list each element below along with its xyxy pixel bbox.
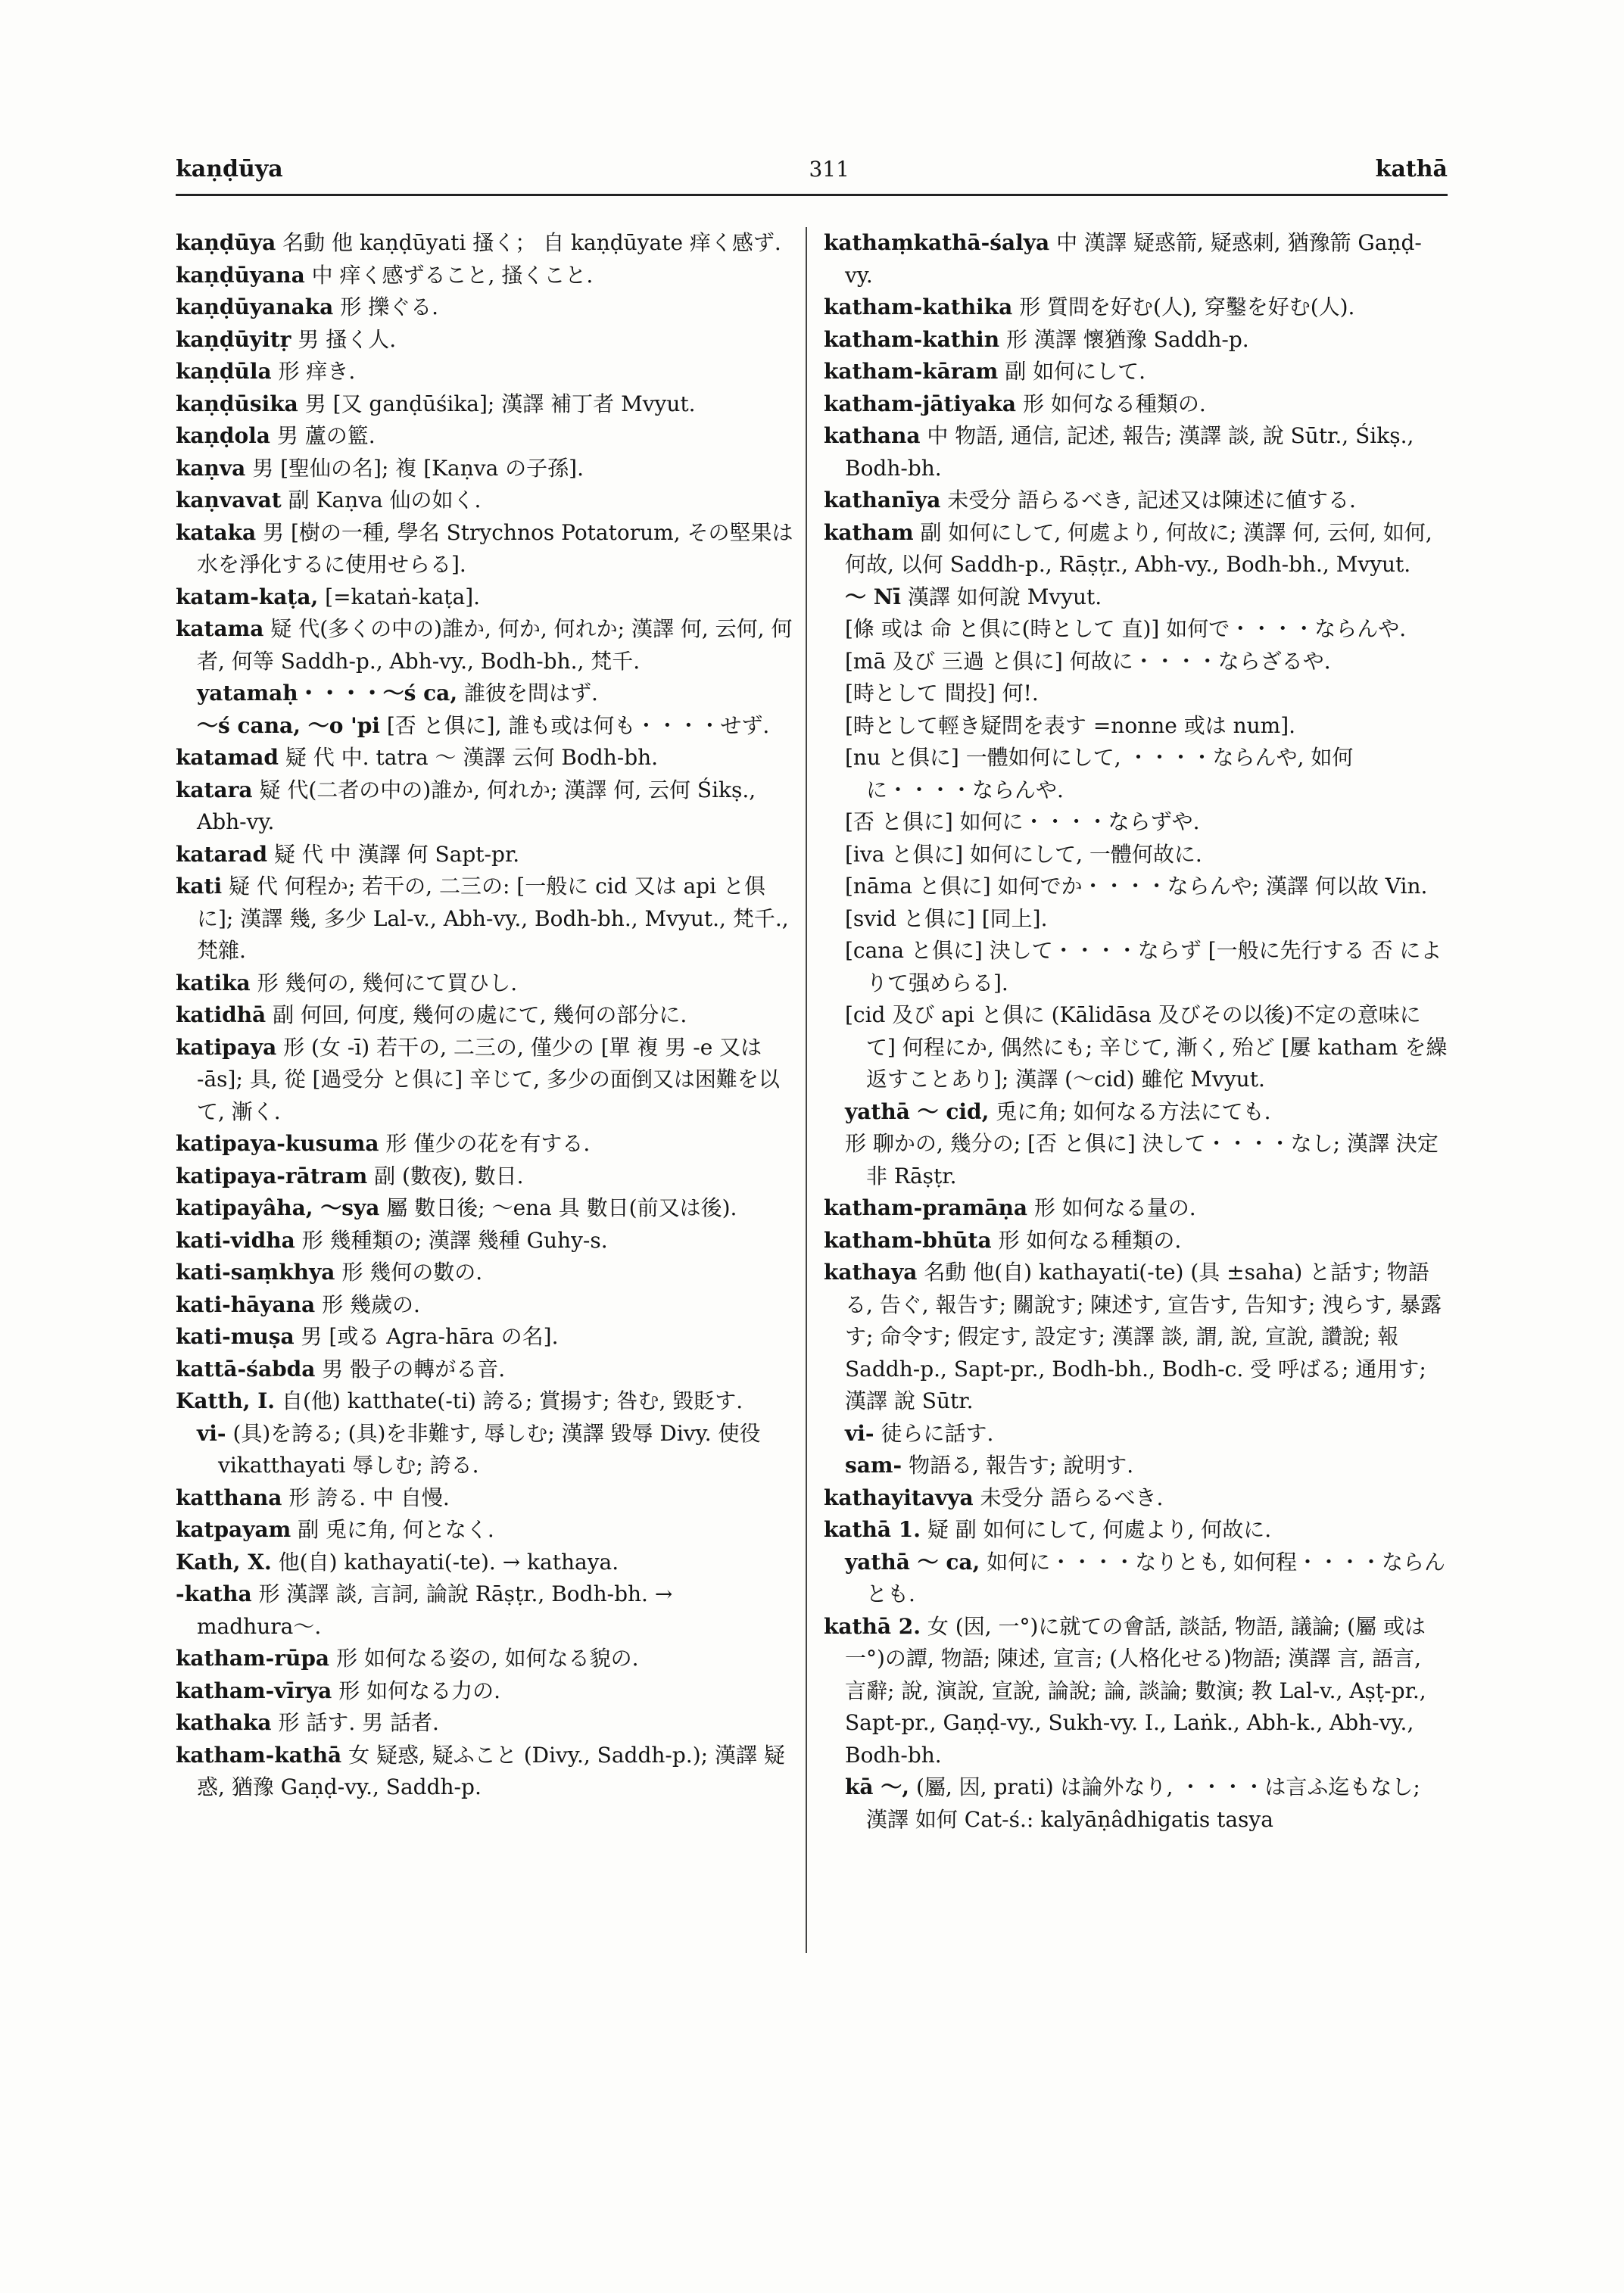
entry-headword: kattā-śabda bbox=[176, 1356, 316, 1382]
dictionary-entry bbox=[824, 903, 1448, 936]
dictionary-entry bbox=[176, 1514, 800, 1547]
dictionary-entry bbox=[176, 1289, 800, 1322]
dictionary-entry bbox=[176, 1578, 800, 1643]
header-left-headword: kaṇḍūya bbox=[176, 156, 283, 182]
dictionary-entry bbox=[824, 1225, 1448, 1257]
entry-definition: [svid と俱に] [同上]. bbox=[845, 905, 1048, 931]
dictionary-entry bbox=[824, 388, 1448, 421]
entry-definition: 男 蘆の籃. bbox=[276, 423, 376, 448]
entry-headword: kathaka bbox=[176, 1710, 272, 1735]
entry-headword: katipaya-kusuma bbox=[176, 1131, 379, 1156]
entry-definition: 疑 代(二者の中の)誰か, 何れか; 漢譯 何, 云何 Śikṣ., Abh-vy. bbox=[197, 777, 756, 834]
dictionary-entry bbox=[824, 1482, 1448, 1515]
entry-definition: 如何に・・・・なりとも, 如何程・・・・ならんとも. bbox=[866, 1549, 1446, 1606]
dictionary-entry bbox=[824, 710, 1448, 743]
dictionary-entry bbox=[824, 1418, 1448, 1450]
entry-definition: [iva と俱に] 如何にして, 一體何故に. bbox=[845, 841, 1202, 867]
entry-headword: yatamaḥ・・・・〜ś ca, bbox=[197, 681, 458, 706]
entry-headword: kathanīya bbox=[824, 488, 941, 512]
dictionary-entry bbox=[824, 517, 1448, 581]
entry-headword: katham bbox=[824, 519, 914, 545]
entry-definition: 副 如何にして. bbox=[1005, 359, 1146, 384]
entry-definition: 形 (女 -ī) 若干の, 二三の, 僅少の [單 複 男 -e 又は -ās]; 具, 從 [過受分 と俱に] 辛じて, 多少の面倒又は困難を以て, 漸く. bbox=[197, 1034, 780, 1124]
entry-definition: 屬 數日後; 〜ena 具 數日(前又は後). bbox=[386, 1195, 737, 1220]
entry-definition: 疑 副 如何にして, 何處より, 何故に. bbox=[927, 1517, 1272, 1542]
entry-definition: (屬, 因, prati) は論外なり, ・・・・は言ふ迄もなし; 漢譯 如何 Cat-ś.: kalyāṇâdhigatis tasya bbox=[866, 1774, 1420, 1832]
dictionary-entry bbox=[176, 260, 800, 292]
dictionary-entry bbox=[176, 1225, 800, 1257]
entry-headword: vi- bbox=[845, 1420, 874, 1446]
entry-definition: 形 聊かの, 幾分の; [否 と俱に] 決して・・・・なし; 漢譯 決定非 Rāṣṭr. bbox=[845, 1131, 1439, 1189]
entry-headword: kaṇḍūsika bbox=[176, 391, 298, 416]
dictionary-entry bbox=[176, 710, 800, 743]
header-rule bbox=[176, 194, 1448, 196]
dictionary-entry bbox=[824, 1514, 1448, 1547]
dictionary-entry bbox=[824, 581, 1448, 614]
entry-definition: 形 漢譯 談, 言詞, 論說 Rāṣṭr., Bodh-bh. → madhura〜. bbox=[197, 1581, 673, 1639]
entry-definition: 疑 代(多くの中の)誰か, 何か, 何れか; 漢譯 何, 云何, 何者, 何等 Saddh-p., Abh-vy., Bodh-bh., 梵千. bbox=[197, 616, 793, 674]
entry-definition: 形 話す. 男 話者. bbox=[278, 1710, 439, 1735]
entry-definition: 形 誇る. 中 自慢. bbox=[288, 1485, 450, 1510]
entry-headword: vi- bbox=[197, 1420, 226, 1446]
entry-definition: 副 兎に角, 何となく. bbox=[298, 1517, 494, 1542]
entry-definition: 未受分 語らるべき. bbox=[980, 1485, 1164, 1510]
entry-headword: yathā 〜 ca, bbox=[845, 1549, 980, 1575]
dictionary-entry bbox=[176, 742, 800, 774]
entry-headword: kathā 1. bbox=[824, 1517, 921, 1542]
entry-definition: 形 幾何の數の. bbox=[341, 1260, 483, 1285]
left-column bbox=[176, 227, 800, 1804]
entry-headword: katham-bhūta bbox=[824, 1227, 992, 1253]
entry-definition: [cid 及び api と俱に (Kālidāsa 及びその以後)不定の意味にて] 何程にか, 偶然にも; 辛じて, 漸く, 殆ど [屢 katham を繰返すことあり]; 漢譯 (〜cid) 雖佗 Mvyut. bbox=[845, 1002, 1448, 1092]
entry-definition: [mā 及び 三過 と俱に] 何故に・・・・ならざるや. bbox=[845, 648, 1331, 674]
entry-definition: 男 [樹の一種, 學名 Strychnos Potatorum, その堅果は水を淨化するに使用せらる]. bbox=[197, 519, 793, 577]
dictionary-entry bbox=[824, 935, 1448, 999]
entry-headword: kaṇḍūyanaka bbox=[176, 294, 334, 319]
dictionary-entry bbox=[176, 1547, 800, 1579]
entry-headword: katam-kaṭa, bbox=[176, 584, 319, 609]
entry-headword: sam- bbox=[845, 1453, 902, 1478]
entry-headword: katham-jātiyaka bbox=[824, 391, 1017, 416]
entry-definition: 漢譯 如何說 Mvyut. bbox=[907, 584, 1102, 609]
entry-headword: -katha bbox=[176, 1581, 252, 1606]
dictionary-entry bbox=[824, 1771, 1448, 1836]
entry-definition: 女 疑惑, 疑ふこと (Divy., Saddh-p.); 漢譯 疑惑, 猶豫 Gaṇḍ-vy., Saddh-p. bbox=[197, 1742, 785, 1799]
entry-definition: [=kataṅ-kaṭa]. bbox=[325, 584, 481, 609]
entry-definition: 副 (數夜), 數日. bbox=[374, 1163, 524, 1189]
entry-headword: kati-vidha bbox=[176, 1227, 295, 1253]
dictionary-entry bbox=[176, 678, 800, 710]
entry-definition: 疑 代 中. tatra 〜 漢譯 云何 Bodh-bh. bbox=[285, 745, 659, 770]
entry-headword: 〜ś cana, 〜o 'pi bbox=[197, 712, 380, 738]
entry-definition: 名動 他(自) kathayati(-te) (具 ±saha) と話す; 物語る, 告ぐ, 報告す; 關說す; 陳述す, 宣告す, 告知す; 洩らす, 暴露す; 命令す; 假定す, 設定す; 漢譯 談, 謂, 說, 宣說, 讚說; 報 Saddh-p., Sapt-pr., Bodh-bh., Bodh-c. 受 呼ばる; 通用す; 漢譯 說 Sūtr. bbox=[845, 1260, 1442, 1413]
entry-definition: 未受分 語らるべき, 記述又は陳述に値する. bbox=[947, 488, 1356, 512]
entry-definition: 中 物語, 通信, 記述, 報告; 漢譯 談, 說 Sūtr., Śikṣ., Bodh-bh. bbox=[845, 423, 1414, 481]
entry-definition: 形 如何なる量の. bbox=[1033, 1195, 1196, 1220]
dictionary-entry bbox=[824, 871, 1448, 903]
entry-definition: 男 [又 ganḍūśika]; 漢譯 補丁者 Mvyut. bbox=[304, 391, 696, 416]
dictionary-entry bbox=[824, 1192, 1448, 1225]
entry-headword: kathaya bbox=[824, 1260, 918, 1285]
entry-headword: katham-kathā bbox=[176, 1742, 342, 1768]
dictionary-entry bbox=[176, 324, 800, 357]
dictionary-entry bbox=[824, 227, 1448, 291]
entry-definition: (具)を誇る; (具)を非難す, 辱しむ; 漢譯 毀辱 Divy. 使役 vikatthayati 辱しむ; 誇る. bbox=[218, 1420, 761, 1478]
dictionary-entry bbox=[824, 324, 1448, 357]
entry-headword: katpayam bbox=[176, 1517, 291, 1542]
entry-headword: kati-muṣa bbox=[176, 1324, 295, 1349]
dictionary-entry bbox=[176, 1482, 800, 1515]
entry-definition: 形 擽ぐる. bbox=[340, 294, 439, 319]
dictionary-entry bbox=[176, 227, 800, 260]
dictionary-entry bbox=[176, 613, 800, 678]
entry-definition: 男 搔く人. bbox=[298, 326, 397, 352]
dictionary-entry bbox=[824, 420, 1448, 484]
dictionary-entry bbox=[176, 581, 800, 614]
entry-definition: 兎に角; 如何なる方法にても. bbox=[996, 1098, 1271, 1124]
entry-definition: 名動 他 kaṇḍūyati 搔く； 自 kaṇḍūyate 痒く感ず. bbox=[282, 230, 781, 255]
entry-headword: katamad bbox=[176, 745, 279, 770]
dictionary-entry bbox=[176, 356, 800, 388]
dictionary-entry bbox=[824, 291, 1448, 324]
dictionary-entry bbox=[176, 967, 800, 1000]
dictionary-entry bbox=[824, 806, 1448, 839]
entry-headword: Kath, X. bbox=[176, 1549, 272, 1575]
right-column bbox=[824, 227, 1448, 1836]
entry-headword: katipaya-rātram bbox=[176, 1163, 368, 1189]
entry-definition: [nu と俱に] 一體如何にして, ・・・・ならんや, 如何に・・・・ならんや. bbox=[845, 745, 1354, 802]
entry-headword: kaṇḍūyitṛ bbox=[176, 326, 291, 352]
entry-definition: 中 痒く感ずること, 搔くこと. bbox=[311, 262, 594, 288]
entry-headword: katham-kāram bbox=[824, 359, 999, 384]
dictionary-entry bbox=[176, 871, 800, 967]
header-right-headword: kathā bbox=[1375, 156, 1448, 182]
entry-definition: 副 何回, 何度, 幾何の處にて, 幾何の部分に. bbox=[273, 1002, 687, 1027]
dictionary-entry bbox=[824, 1128, 1448, 1192]
dictionary-entry bbox=[176, 1643, 800, 1675]
entry-headword: kaṇvavat bbox=[176, 488, 282, 512]
entry-headword: kathayitavya bbox=[824, 1485, 974, 1510]
entry-definition: 形 幾種類の; 漢譯 幾種 Guhy-s. bbox=[301, 1227, 608, 1253]
entry-headword: kaṇḍola bbox=[176, 423, 270, 448]
entry-definition: 形 幾歲の. bbox=[322, 1291, 420, 1317]
entry-headword: katham-rūpa bbox=[176, 1646, 330, 1671]
entry-headword: kati bbox=[176, 874, 223, 899]
dictionary-entry bbox=[824, 678, 1448, 710]
dictionary-entry bbox=[176, 420, 800, 453]
entry-definition: 誰彼を問はず. bbox=[463, 681, 598, 706]
entry-headword: kaṇḍūla bbox=[176, 359, 272, 384]
dictionary-entry bbox=[176, 1418, 800, 1482]
dictionary-entry bbox=[824, 1611, 1448, 1772]
entry-definition: [時として 間投] 何!. bbox=[845, 681, 1039, 706]
dictionary-entry bbox=[824, 613, 1448, 646]
entry-headword: yathā 〜 cid, bbox=[845, 1098, 990, 1124]
entry-definition: 男 骰子の轉がる音. bbox=[322, 1356, 506, 1382]
entry-headword: katara bbox=[176, 777, 253, 802]
dictionary-entry bbox=[176, 484, 800, 517]
entry-headword: 〜 Nī bbox=[845, 584, 901, 609]
entry-definition: [cana と俱に] 決して・・・・ならず [一般に先行する 否 によりて强めらる]. bbox=[845, 938, 1442, 995]
dictionary-entry bbox=[824, 1257, 1448, 1418]
dictionary-entry bbox=[176, 1707, 800, 1740]
dictionary-entry bbox=[824, 356, 1448, 388]
dictionary-entry bbox=[824, 1096, 1448, 1129]
entry-definition: 形 如何なる力の. bbox=[338, 1678, 501, 1703]
entry-headword: kā 〜, bbox=[845, 1774, 910, 1799]
dictionary-entry bbox=[176, 999, 800, 1032]
dictionary-entry bbox=[824, 839, 1448, 871]
entry-definition: 疑 代 中 漢譯 何 Sapt-pr. bbox=[274, 841, 520, 867]
dictionary-entry bbox=[176, 839, 800, 871]
running-head bbox=[176, 156, 1448, 189]
entry-headword: katidhā bbox=[176, 1002, 267, 1027]
entry-definition: 男 [聖仙の名]; 複 [Kaṇva の子孫]. bbox=[252, 455, 584, 481]
dictionary-entry bbox=[824, 1450, 1448, 1482]
entry-definition: 副 如何にして, 何處より, 何故に; 漢譯 何, 云何, 如何, 何故, 以何 Saddh-p., Rāṣṭr., Abh-vy., Bodh-bh., Mvyut. bbox=[845, 519, 1432, 577]
entry-headword: Katth, I. bbox=[176, 1388, 276, 1413]
entry-headword: kaṇva bbox=[176, 455, 246, 481]
entry-definition: 徒らに話す. bbox=[881, 1420, 994, 1446]
entry-definition: [否 と俱に] 如何に・・・・ならずや. bbox=[845, 809, 1200, 834]
entry-definition: [nāma と俱に] 如何でか・・・・ならんや; 漢譯 何以故 Vin. bbox=[845, 874, 1428, 899]
dictionary-entry bbox=[176, 1675, 800, 1708]
page-number: 311 bbox=[809, 157, 849, 182]
entry-headword: katipaya bbox=[176, 1034, 277, 1060]
dictionary-entry bbox=[176, 1354, 800, 1386]
entry-definition: 副 Kaṇva 仙の如く. bbox=[288, 488, 482, 512]
entry-headword: katthana bbox=[176, 1485, 282, 1510]
entry-definition: 他(自) kathayati(-te). → kathaya. bbox=[278, 1549, 619, 1575]
entry-definition: 形 痒き. bbox=[278, 359, 356, 384]
entry-headword: kathā 2. bbox=[824, 1613, 921, 1639]
dictionary-entry bbox=[176, 453, 800, 485]
entry-definition: 男 [或る Agra-hāra の名]. bbox=[301, 1324, 559, 1349]
entry-headword: kati-saṃkhya bbox=[176, 1260, 335, 1285]
entry-definition: [條 或は 命 と俱に(時として 直)] 如何で・・・・ならんや. bbox=[845, 616, 1407, 641]
entry-headword: katama bbox=[176, 616, 264, 641]
dictionary-entry bbox=[176, 1161, 800, 1193]
entry-definition: 女 (因, 一°)に就ての會話, 談話, 物語, 議論; (屬 或は 一°)の譚, 物語; 陳述, 宣言; (人格化せる)物語; 漢譯 言, 語言, 言辭; 說, 演說, 宣說, 論說; 論, 談論; 數演; 教 Lal-v., Aṣṭ-pr., Sapt-pr., Gaṇḍ-vy., Sukh-vy. I., Laṅk., Abh-k., Abh-vy., Bodh-bh. bbox=[845, 1613, 1426, 1768]
dictionary-entry bbox=[824, 484, 1448, 517]
dictionary-entry bbox=[824, 999, 1448, 1096]
entry-definition: 形 質問を好む(人), 穿鑿を好む(人). bbox=[1019, 294, 1355, 319]
dictionary-entry bbox=[176, 774, 800, 839]
dictionary-entry bbox=[176, 1192, 800, 1225]
entry-headword: katham-kathika bbox=[824, 294, 1013, 319]
entry-definition: [時として輕き疑問を表す =nonne 或は num]. bbox=[845, 712, 1296, 738]
entry-headword: katarad bbox=[176, 841, 268, 867]
entry-definition: 形 如何なる姿の, 如何なる貌の. bbox=[335, 1646, 639, 1671]
dictionary-entry bbox=[176, 1385, 800, 1418]
entry-definition: 中 漢譯 疑惑箭, 疑惑刺, 猶豫箭 Gaṇḍ-vy. bbox=[845, 230, 1422, 288]
dictionary-entry bbox=[824, 646, 1448, 678]
dictionary-entry bbox=[824, 742, 1448, 806]
entry-headword: katham-kathin bbox=[824, 326, 1000, 352]
entry-definition: 形 僅少の花を有する. bbox=[385, 1131, 591, 1156]
entry-headword: kathana bbox=[824, 423, 921, 448]
dictionary-entry bbox=[176, 1032, 800, 1129]
dictionary-entry bbox=[176, 1128, 800, 1161]
entry-definition: 形 如何なる種類の. bbox=[1022, 391, 1206, 416]
entry-definition: [否 と俱に], 誰も或は何も・・・・せず. bbox=[386, 712, 770, 738]
dictionary-entry bbox=[176, 1321, 800, 1354]
entry-headword: kataka bbox=[176, 519, 257, 545]
column-divider bbox=[806, 227, 807, 1953]
entry-headword: katika bbox=[176, 970, 251, 995]
dictionary-entry bbox=[176, 1257, 800, 1289]
entry-definition: 形 如何なる種類の. bbox=[998, 1227, 1182, 1253]
entry-headword: kaṇḍūyana bbox=[176, 262, 305, 288]
entry-headword: kaṇḍūya bbox=[176, 230, 276, 255]
entry-headword: katham-vīrya bbox=[176, 1678, 332, 1703]
dictionary-entry bbox=[176, 291, 800, 324]
entry-definition: 物語る, 報告す; 說明す. bbox=[909, 1453, 1134, 1478]
entry-definition: 形 幾何の, 幾何にて買ひし. bbox=[257, 970, 518, 995]
entry-headword: katipayâha, 〜sya bbox=[176, 1195, 380, 1220]
entry-headword: kathaṃkathā-śalya bbox=[824, 230, 1050, 255]
entry-definition: 疑 代 何程か; 若干の, 二三の: [一般に cid 又は api と俱に]; 漢譯 幾, 多少 Lal-v., Abh-vy., Bodh-bh., Mvyut., 梵千., 梵雜. bbox=[197, 874, 789, 963]
dictionary-entry bbox=[176, 1740, 800, 1804]
dictionary-entry bbox=[824, 1547, 1448, 1611]
dictionary-entry bbox=[176, 517, 800, 581]
dictionary-entry bbox=[176, 388, 800, 421]
entry-definition: 自(他) katthate(-ti) 誇る; 賞揚す; 咎む, 毀貶す. bbox=[281, 1388, 743, 1413]
entry-headword: katham-pramāṇa bbox=[824, 1195, 1027, 1220]
entry-definition: 形 漢譯 懷猶豫 Saddh-p. bbox=[1005, 326, 1249, 352]
entry-headword: kati-hāyana bbox=[176, 1291, 316, 1317]
